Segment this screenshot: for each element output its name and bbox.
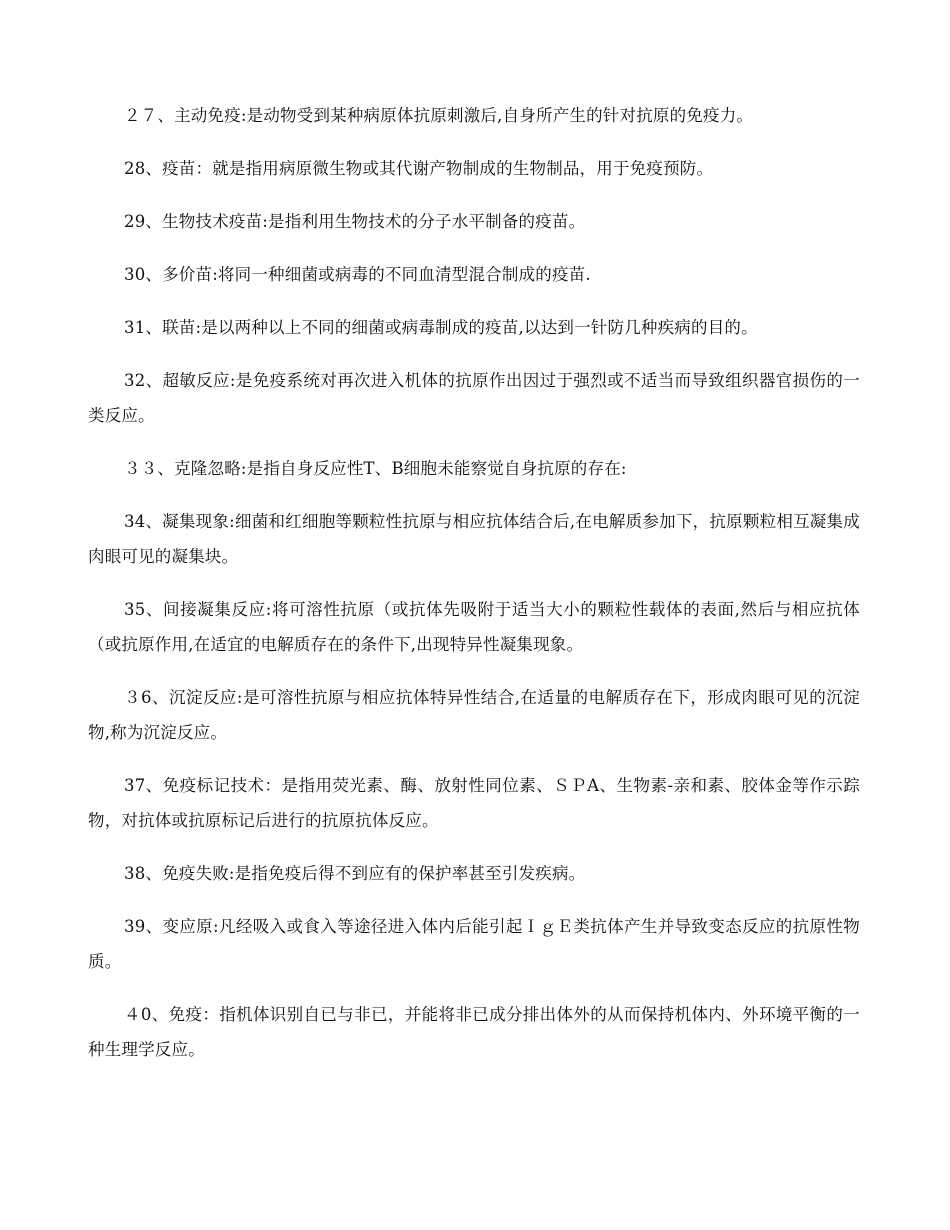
definition-paragraph-30: 30、多价苗:将同一种细菌或病毒的不同血清型混合制成的疫苗.: [124, 265, 591, 284]
definition-paragraph-35: 35、间接凝集反应:将可溶性抗原（或抗体先吸附于适当大小的颗粒性载体的表面,然后与相应抗体（或抗原作用,在适宜的电解质存在的条件下,出现特异性凝集现象。: [88, 600, 860, 654]
definition-paragraph-38: 38、免疫失败:是指免疫后得不到应有的保护率甚至引发疾病。: [124, 864, 586, 883]
definition-paragraph-32: 32、超敏反应:是免疫系统对再次进入机体的抗原作出因过于强烈或不适当而导致组织器官损伤的一类反应。: [88, 371, 860, 425]
definition-paragraph-37: 37、免疫标记技术：是指用荧光素、酶、放射性同位素、ＳＰA、生物素-亲和素、胶体金等作示踪物，对抗体或抗原标记后进行的抗原抗体反应。: [88, 776, 860, 830]
document-body: [88, 98, 860, 1085]
definition-paragraph-33: ３３、克隆忽略:是指自身反应性T、B细胞未能察觉自身抗原的存在:: [124, 459, 627, 478]
definition-paragraph-40: ４0、免疫：指机体识别自已与非已，并能将非已成分排出体外的从而保持机体内、外环境平衡的一种生理学反应。: [88, 1005, 860, 1059]
definition-paragraph-29: 29、生物技术疫苗:是指利用生物技术的分子水平制备的疫苗。: [124, 212, 586, 231]
definition-paragraph-27: ２７、主动免疫:是动物受到某种病原体抗原刺激后,自身所产生的针对抗原的免疫力。: [124, 106, 754, 125]
definition-paragraph-36: ３6、沉淀反应:是可溶性抗原与相应抗体特异性结合,在适量的电解质存在下，形成肉眼可见的沉淀物,称为沉淀反应。: [88, 688, 860, 742]
definition-paragraph-34: 34、凝集现象:细菌和红细胞等颗粒性抗原与相应抗体结合后,在电解质参加下，抗原颗粒相互凝集成肉眼可见的凝集块。: [88, 512, 860, 566]
definition-paragraph-28: 28、疫苗：就是指用病原微生物或其代谢产物制成的生物制品，用于免疫预防。: [124, 159, 714, 178]
definition-paragraph-39: 39、变应原:凡经吸入或食入等途径进入体内后能引起ＩｇＥ类抗体产生并导致变态反应的抗原性物质。: [88, 917, 860, 971]
definition-paragraph-31: 31、联苗:是以两种以上不同的细菌或病毒制成的疫苗,以达到一针防几种疾病的目的。: [124, 318, 758, 337]
